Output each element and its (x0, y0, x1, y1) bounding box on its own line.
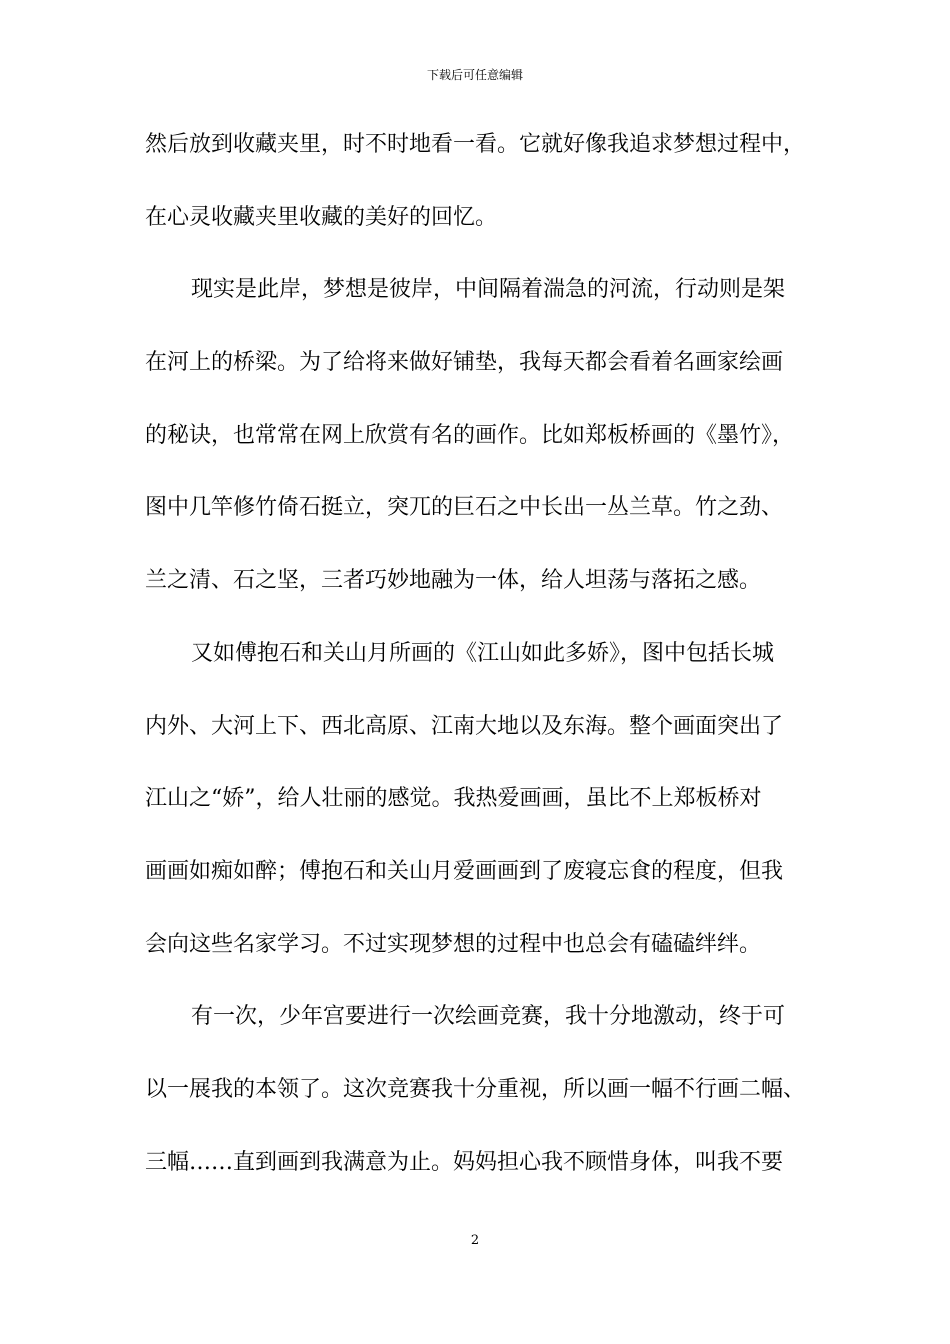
page-number: 2 (470, 1233, 480, 1248)
text-line: 兰之清、石之坚，三者巧妙地融为一体，给人坦荡与落拓之感。 (145, 568, 762, 594)
text-line: 内外、大河上下、西北高原、江南大地以及东海。整个画面突出了 (145, 713, 784, 739)
text-line: 在心灵收藏夹里收藏的美好的回忆。 (145, 204, 498, 230)
text-line: 的秘诀，也常常在网上欣赏有名的画作。比如郑板桥画的《墨竹》， (145, 422, 795, 448)
paragraph-first-line: 有一次，少年宫要进行一次绘画竞赛，我十分地激动，终于可 (191, 1004, 786, 1030)
text-line: 画画如痴如醉；傅抱石和关山月爱画画到了废寝忘食的程度，但我 (145, 858, 784, 884)
page-header: 下载后可任意编辑 (426, 68, 523, 82)
text-line: 三幅……直到画到我满意为止。妈妈担心我不顾惜身体，叫我不要 (145, 1149, 784, 1175)
text-line: 图中几竿修竹倚石挺立，突兀的巨石之中长出一丛兰草。竹之劲、 (145, 495, 784, 521)
text-line: 会向这些名家学习。不过实现梦想的过程中也总会有磕磕绊绊。 (145, 931, 762, 957)
text-line: 然后放到收藏夹里，时不时地看一看。它就好像我追求梦想过程中， (145, 132, 806, 157)
text-line: 在河上的桥梁。为了给将来做好铺垫，我每天都会看着名画家绘画 (145, 350, 784, 376)
paragraph-first-line: 又如傅抱石和关山月所画的《江山如此多娇》，图中包括长城 (191, 640, 775, 666)
text-line: 以一展我的本领了。这次竞赛我十分重视，所以画一幅不行画二幅、 (145, 1076, 806, 1102)
text-line: 江山之“娇”，给人壮丽的感觉。我热爱画画，虽比不上郑板桥对 (145, 786, 762, 812)
paragraph-first-line: 现实是此岸，梦想是彼岸，中间隔着湍急的河流，行动则是架 (191, 277, 786, 303)
body-text (145, 132, 835, 1222)
